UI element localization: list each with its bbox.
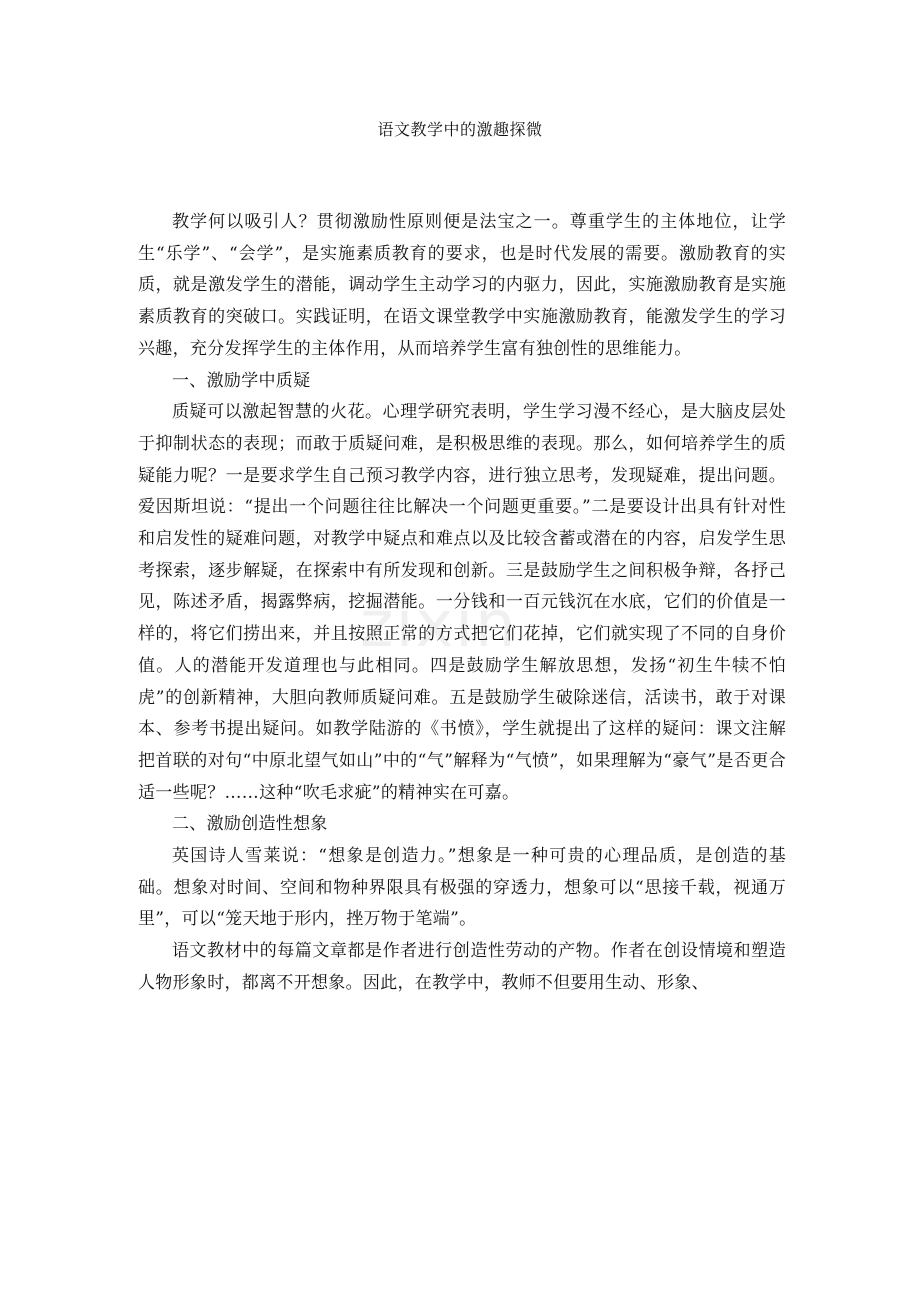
paragraph-section-1: 质疑可以激起智慧的火花。心理学研究表明，学生学习漫不经心，是大脑皮层处于抑制状态的表现；而敢于质疑问难，是积极思维的表现。那么，如何培养学生的质疑能力呢？一是要求学生自己预习教学内容，进行独立思考，发现疑难，提出问题。爱因斯坦说：“提出一个问题往往比解决一个问题更重要。”二是要设计出具有针对性和启发性的疑难问题，对教学中疑点和难点以及比较含蓄或潜在的内容，启发学生思考探索，逐步解疑，在探索中有所发现和创新。三是鼓励学生之间积极争辩，各抒己见，陈述矛盾，揭露弊病，挖掘潜能。一分钱和一百元钱沉在水底，它们的价值是一样的，将它们捞出来，并且按照正常的方式把它们花掉，它们就实现了不同的自身价值。人的潜能开发道理也与此相同。四是鼓励学生解放思想，发扬“初生牛犊不怕虎”的创新精神，大胆向教师质疑问难。五是鼓励学生破除迷信，活读书，敢于对课本、参考书提出疑问。如教学陆游的《书愤》，学生就提出了这样的疑问：课文注解把首联的对句“中原北望气如山”中的“气”解释为“气愤”，如果理解为“豪气”是否更合适一些呢？……这种“吹毛求疵”的精神实在可嘉。 <box>138 402 786 803</box>
watermark: zixin <box>360 588 518 662</box>
paragraph-section-2b: 语文教材中的每篇文章都是作者进行创造性劳动的产物。作者在创设情境和塑造人物形象时，都离不开想象。因此，在教学中，教师不但要用生动、形象、 <box>138 941 786 993</box>
paragraph-section-2a: 英国诗人雪莱说：“想象是创造力。”想象是一种可贵的心理品质，是创造的基础。想象对时间、空间和物种界限具有极强的穿透力，想象可以“思接千载，视通万里”，可以“笼天地于形内，挫万物于笔端”。 <box>138 846 786 930</box>
section-heading-1: 一、激励学中质疑 <box>172 370 311 391</box>
section-heading-2: 二、激励创造性想象 <box>172 814 328 835</box>
document-title: 语文教学中的激趣探微 <box>377 120 543 139</box>
document-body <box>138 207 786 1000</box>
paragraph-intro: 教学何以吸引人？贯彻激励性原则便是法宝之一。尊重学生的主体地位，让学生“乐学”、“会学”，是实施素质教育的要求，也是时代发展的需要。激励教育的实质，就是激发学生的潜能，调动学生主动学习的内驱力，因此，实施激励教育是实施素质教育的突破口。实践证明，在语文课堂教学中实施激励教育，能激发学生的学习兴趣，充分发挥学生的主体作用，从而培养学生富有独创性的思维能力。 <box>138 212 786 359</box>
